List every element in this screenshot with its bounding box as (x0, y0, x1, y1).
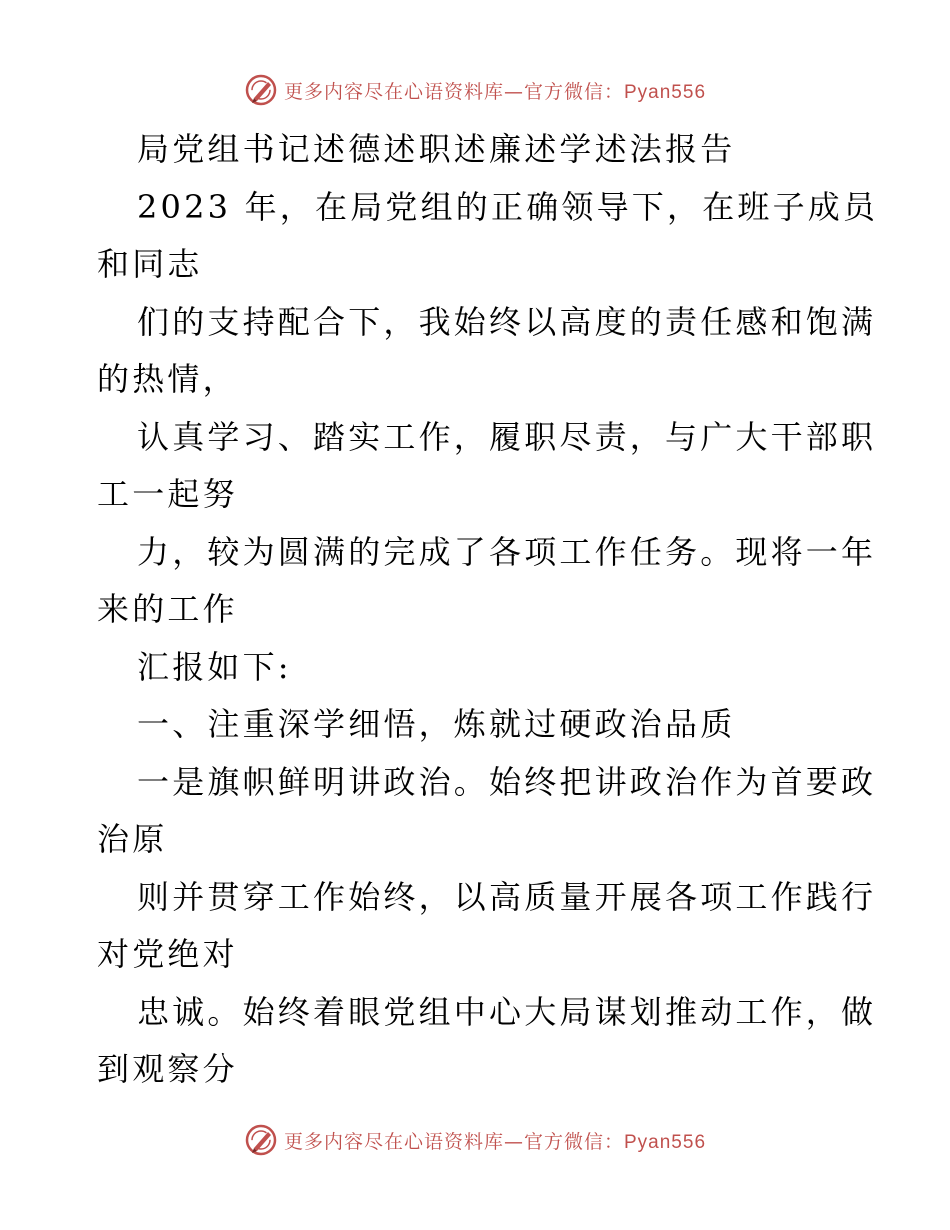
text-line: 认真学习、踏实工作，履职尽责，与广大干部职 (137, 417, 877, 456)
text-line: 力，较为圆满的完成了各项工作任务。现将一年 (137, 532, 877, 571)
document-body (97, 121, 879, 1099)
text-line: 2023 年，在局党组的正确领导下，在班子成员 (137, 187, 879, 226)
pen-logo-icon (244, 73, 278, 107)
text-line: 一是旗帜鲜明讲政治。始终把讲政治作为首要政 (137, 762, 877, 801)
text-line: 和同志 (97, 245, 203, 283)
text-line: 汇报如下: (137, 647, 292, 686)
text-line: 来的工作 (97, 590, 238, 628)
watermark-wechat-id: Pyan556 (624, 1131, 707, 1153)
text-line: 们的支持配合下，我始终以高度的责任感和饱满 (137, 302, 877, 341)
text-line: 忠诚。始终着眼党组中心大局谋划推动工作，做 (137, 992, 877, 1031)
document-title: 局党组书记述德述职述廉述学述法报告 (137, 130, 736, 168)
text-line: 工一起努 (97, 475, 238, 513)
text-line: 一、注重深学细悟，炼就过硬政治品质 (137, 705, 736, 743)
watermark-text: 更多内容尽在心语资料库—官方微信：Pyan556 (283, 80, 707, 103)
pen-logo-icon (244, 1123, 278, 1157)
watermark-wechat-id: Pyan556 (624, 81, 707, 103)
watermark-text: 更多内容尽在心语资料库—官方微信：Pyan556 (283, 1130, 707, 1153)
text-line: 的热情， (97, 360, 238, 398)
text-line: 对党绝对 (97, 935, 238, 973)
text-line: 治原 (97, 820, 168, 858)
header-watermark (0, 70, 950, 110)
text-line: 到观察分 (97, 1050, 238, 1088)
footer-watermark (0, 1120, 950, 1160)
text-line: 则并贯穿工作始终，以高质量开展各项工作践行 (137, 877, 877, 916)
